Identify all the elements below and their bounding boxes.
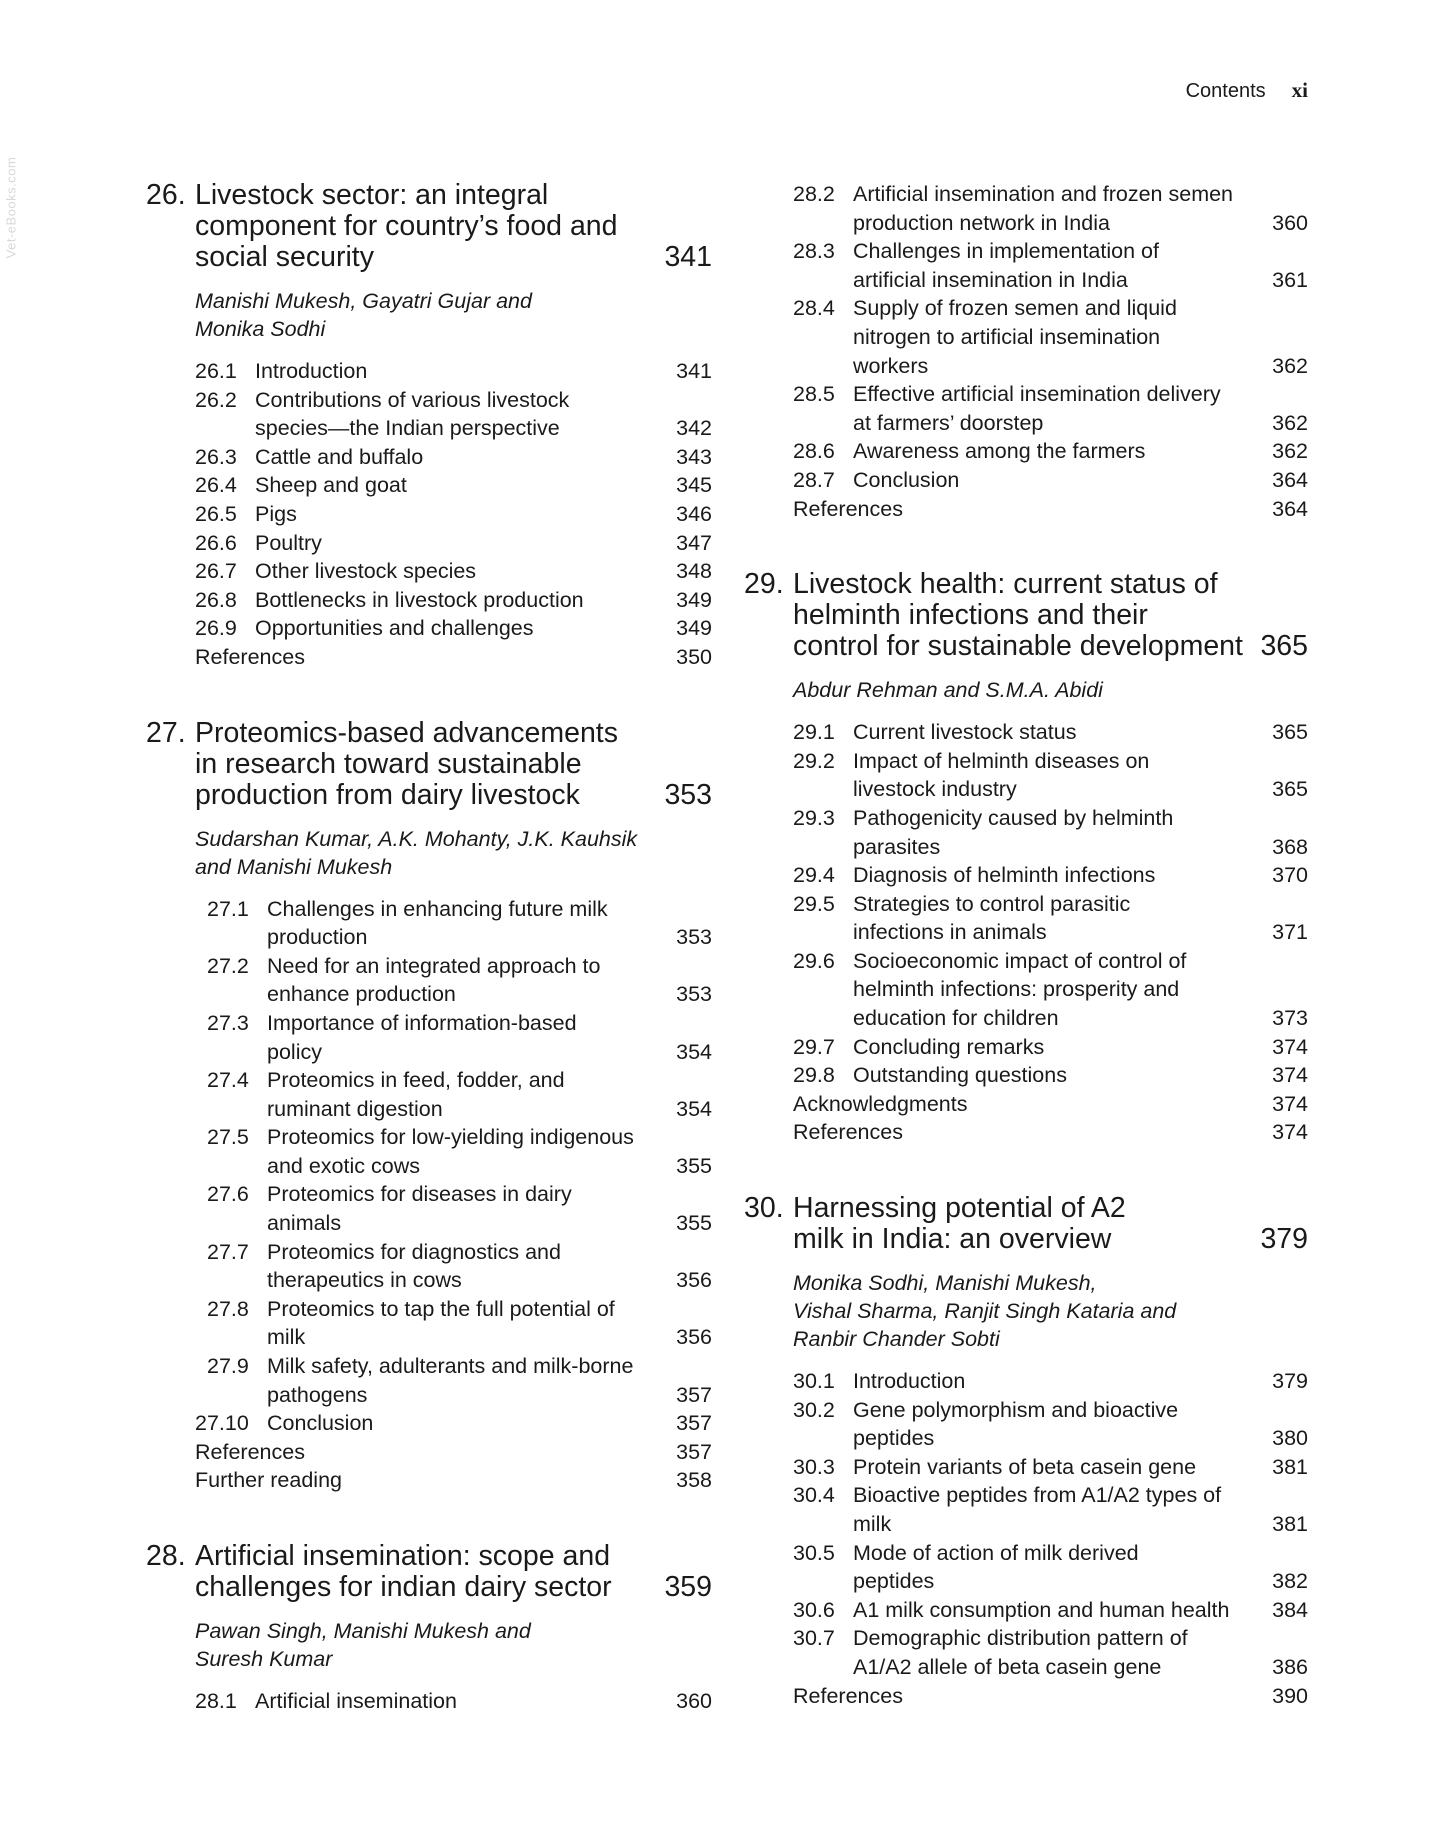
section-title: Diagnosis of helminth infections	[853, 863, 1156, 888]
section-entry[interactable]	[207, 1352, 712, 1409]
section-title: Proteomics to tap the full potential of milk	[267, 1296, 615, 1350]
section-list	[793, 1367, 1308, 1710]
chapter-number: 27.	[146, 716, 186, 749]
section-page: 365	[1272, 720, 1308, 745]
chapter-title: Artificial insemination: scope and challenges for indian dairy sector	[195, 1540, 612, 1603]
section-title: Artificial insemination	[255, 1689, 457, 1713]
section-number: 27.1	[207, 896, 249, 921]
section-number: 26.2	[195, 387, 237, 412]
toc-column-right	[744, 180, 1308, 1756]
section-number: 27.2	[207, 953, 249, 978]
watermark-text: Vet-eBooks.com	[3, 156, 19, 259]
chapter-heading[interactable]	[744, 1193, 1308, 1255]
section-entry[interactable]	[793, 294, 1308, 380]
section-title: Proteomics in feed, fodder, and ruminant digestion	[267, 1068, 565, 1121]
section-number: 30.3	[793, 1454, 835, 1479]
section-title: Proteomics for low-yielding indigenous and exotic cows	[267, 1125, 634, 1178]
section-title: Cattle and buffalo	[255, 444, 424, 469]
toc-chapter	[744, 569, 1308, 1147]
section-page: 355	[676, 1211, 712, 1236]
chapter-authors: Abdur Rehman and S.M.A. Abidi	[793, 678, 1103, 703]
chapter-number: 29.	[744, 568, 784, 601]
section-number: 29.6	[793, 948, 835, 973]
running-header	[1186, 78, 1308, 103]
chapter-page: 353	[664, 778, 712, 811]
section-title: Supply of frozen semen and liquid nitrogen to artificial insemination workers	[853, 296, 1177, 378]
section-entry[interactable]	[793, 1061, 1308, 1090]
section-title: Mode of action of milk derived peptides	[853, 1540, 1139, 1594]
section-page: 353	[676, 982, 712, 1007]
section-entry[interactable]	[207, 1123, 712, 1180]
section-entry[interactable]	[793, 237, 1308, 294]
section-page: 342	[676, 416, 712, 441]
running-header-label: Contents	[1185, 80, 1266, 102]
section-title: Further reading	[195, 1468, 342, 1493]
section-list	[195, 895, 712, 1495]
section-number: 30.4	[793, 1483, 835, 1508]
section-number: 27.10	[195, 1411, 249, 1436]
section-number: 30.2	[793, 1397, 835, 1422]
section-title: Introduction	[255, 359, 368, 383]
section-page: 380	[1272, 1426, 1308, 1451]
section-number: 30.1	[793, 1369, 835, 1394]
section-number: 26.3	[195, 444, 237, 469]
section-list	[195, 1687, 712, 1716]
section-page: 346	[676, 501, 712, 526]
section-title: Need for an integrated approach to enhance production	[267, 953, 601, 1007]
section-entry[interactable]	[195, 500, 712, 529]
chapter-title: Livestock health: current status of helminth infections and their control for sustainable development	[793, 568, 1243, 663]
chapter-authors: Sudarshan Kumar, A.K. Mohanty, J.K. Kauhsik and Manishi Mukesh	[195, 826, 638, 879]
section-title: Challenges in implementation of artificial insemination in India	[853, 239, 1159, 292]
section-page: 364	[1272, 467, 1308, 492]
section-entry[interactable]	[195, 386, 712, 443]
section-page: 343	[676, 444, 712, 469]
section-title: Impact of helminth diseases on livestock industry	[853, 748, 1150, 802]
section-title: Other livestock species	[255, 559, 477, 584]
section-number: 28.1	[195, 1689, 237, 1713]
section-page: 349	[676, 616, 712, 641]
section-title: Contributions of various livestock species—the Indian perspective	[255, 387, 570, 441]
section-entry[interactable]	[195, 1687, 712, 1716]
section-entry[interactable]	[207, 1180, 712, 1237]
section-page: 356	[676, 1268, 712, 1293]
chapter-heading[interactable]	[744, 569, 1308, 662]
section-entry[interactable]	[793, 718, 1308, 747]
chapter-title: Livestock sector: an integral component for country’s food and social security	[195, 179, 618, 273]
section-page: 360	[1272, 210, 1308, 235]
section-entry[interactable]	[793, 380, 1308, 437]
chapter-authors: Monika Sodhi, Manishi Mukesh, Vishal Sharma, Ranjit Singh Kataria and Ranbir Chander Sobti	[793, 1271, 1177, 1352]
section-entry[interactable]	[793, 466, 1308, 495]
section-number: 30.6	[793, 1597, 835, 1622]
section-page: 361	[1272, 267, 1308, 292]
chapter-title: Harnessing potential of A2 milk in India: an overview	[793, 1192, 1126, 1256]
section-page: 353	[676, 925, 712, 950]
section-title: Milk safety, adulterants and milk-borne pathogens	[267, 1354, 634, 1407]
toc-chapter	[744, 180, 1308, 523]
toc-chapter	[146, 1541, 712, 1716]
section-entry[interactable]	[793, 180, 1308, 237]
chapter-page: 359	[664, 1571, 712, 1603]
section-page: 374	[1272, 1091, 1308, 1116]
chapter-authors: Manishi Mukesh, Gayatri Gujar and Monika Sodhi	[195, 289, 532, 341]
section-page: 382	[1272, 1569, 1308, 1594]
section-entry[interactable]	[195, 471, 712, 500]
section-entry[interactable]	[195, 586, 712, 615]
section-title: Concluding remarks	[853, 1034, 1045, 1059]
section-entry[interactable]	[195, 1409, 712, 1438]
section-number: 27.7	[207, 1239, 249, 1264]
section-entry[interactable]	[793, 437, 1308, 466]
section-title: References	[793, 1120, 903, 1145]
section-page: 341	[676, 359, 712, 383]
chapter-number: 26.	[146, 179, 186, 211]
section-title: Demographic distribution pattern of A1/A2 allele of beta casein gene	[853, 1626, 1188, 1679]
section-entry[interactable]	[195, 357, 712, 386]
section-title: Pigs	[255, 501, 297, 526]
chapter-number: 30.	[744, 1192, 784, 1225]
section-title: Opportunities and challenges	[255, 616, 534, 641]
section-title: Strategies to control parasitic infections in animals	[853, 891, 1131, 945]
section-number: 29.4	[793, 863, 835, 888]
backmatter-entry[interactable]	[195, 1438, 712, 1467]
section-entry[interactable]	[207, 1238, 712, 1295]
section-entry[interactable]	[793, 747, 1308, 804]
section-page: 354	[676, 1039, 712, 1064]
section-page: 381	[1272, 1454, 1308, 1479]
chapter-authors: Pawan Singh, Manishi Mukesh and Suresh Kumar	[195, 1619, 531, 1671]
section-number: 26.1	[195, 359, 237, 383]
section-page: 390	[1272, 1683, 1308, 1708]
section-number: 26.7	[195, 559, 237, 584]
section-page: 374	[1272, 1120, 1308, 1145]
section-entry[interactable]	[793, 1396, 1308, 1453]
section-title: Protein variants of beta casein gene	[853, 1454, 1197, 1479]
section-title: Sheep and goat	[255, 473, 407, 498]
section-title: Conclusion	[267, 1411, 374, 1436]
backmatter-entry[interactable]	[195, 1466, 712, 1495]
section-page: 357	[676, 1439, 712, 1464]
section-entry[interactable]	[207, 1009, 712, 1066]
chapter-page: 341	[664, 241, 712, 273]
section-title: Challenges in enhancing future milk production	[267, 896, 608, 950]
section-entry[interactable]	[793, 947, 1308, 1033]
section-number: 27.4	[207, 1068, 249, 1093]
section-entry[interactable]	[793, 861, 1308, 890]
section-title: A1 milk consumption and human health	[853, 1597, 1230, 1622]
section-page: 364	[1272, 496, 1308, 521]
section-page: 370	[1272, 863, 1308, 888]
section-entry[interactable]	[793, 890, 1308, 947]
section-entry[interactable]	[195, 557, 712, 586]
section-entry[interactable]	[793, 1033, 1308, 1062]
section-number: 29.7	[793, 1034, 835, 1059]
section-number: 29.5	[793, 891, 835, 916]
section-title: Artificial insemination and frozen semen production network in India	[853, 182, 1234, 235]
section-page: 374	[1272, 1034, 1308, 1059]
section-number: 26.6	[195, 530, 237, 555]
section-title: Proteomics for diagnostics and therapeutics in cows	[267, 1239, 561, 1293]
section-title: Current livestock status	[853, 720, 1077, 745]
section-title: References	[195, 1439, 305, 1464]
section-page: 360	[676, 1689, 712, 1713]
section-title: References	[793, 496, 903, 521]
section-page: 384	[1272, 1597, 1308, 1622]
section-title: Poultry	[255, 530, 322, 555]
page-number: xi	[1291, 78, 1308, 102]
section-number: 27.8	[207, 1296, 249, 1321]
section-title: Awareness among the farmers	[853, 439, 1146, 464]
section-page: 357	[676, 1411, 712, 1436]
toc-chapter	[146, 180, 712, 672]
section-entry[interactable]	[793, 1481, 1308, 1538]
section-page: 345	[676, 473, 712, 498]
backmatter-entry[interactable]	[793, 1090, 1308, 1119]
section-number: 29.2	[793, 748, 835, 773]
section-title: Conclusion	[853, 467, 960, 492]
section-entry[interactable]	[793, 1596, 1308, 1625]
section-entry[interactable]	[207, 952, 712, 1009]
section-entry[interactable]	[195, 529, 712, 558]
section-page: 362	[1272, 439, 1308, 464]
chapter-page: 379	[1260, 1223, 1308, 1256]
section-number: 28.3	[793, 239, 835, 264]
section-page: 381	[1272, 1512, 1308, 1536]
section-title: Effective artificial insemination delivery at farmers’ doorstep	[853, 382, 1221, 435]
section-page: 349	[676, 587, 712, 612]
section-title: Importance of information-based policy	[267, 1010, 577, 1064]
section-page: 356	[676, 1325, 712, 1350]
section-page: 350	[676, 644, 712, 669]
section-page: 365	[1272, 777, 1308, 802]
section-title: Gene polymorphism and bioactive peptides	[853, 1397, 1179, 1451]
section-page: 362	[1272, 410, 1308, 435]
section-number: 28.7	[793, 467, 835, 492]
section-number: 30.5	[793, 1540, 835, 1565]
section-page: 373	[1272, 1006, 1308, 1031]
section-number: 27.5	[207, 1125, 249, 1150]
section-entry[interactable]	[207, 895, 712, 952]
backmatter-entry[interactable]	[793, 495, 1308, 524]
section-page: 379	[1272, 1369, 1308, 1394]
backmatter-entry[interactable]	[195, 643, 712, 672]
section-page: 357	[676, 1382, 712, 1407]
section-entry[interactable]	[207, 1066, 712, 1123]
section-number: 30.7	[793, 1626, 835, 1651]
section-page: 374	[1272, 1063, 1308, 1088]
backmatter-entry[interactable]	[793, 1682, 1308, 1711]
section-page: 368	[1272, 834, 1308, 859]
section-number: 26.9	[195, 616, 237, 641]
section-number: 27.6	[207, 1182, 249, 1207]
section-title: Outstanding questions	[853, 1063, 1067, 1088]
section-page: 354	[676, 1096, 712, 1121]
section-entry[interactable]	[793, 1624, 1308, 1681]
section-title: Pathogenicity caused by helminth parasites	[853, 805, 1174, 859]
section-number: 28.4	[793, 296, 835, 321]
section-title: Socioeconomic impact of control of helminth infections: prosperity and education for children	[853, 948, 1187, 1031]
section-entry[interactable]	[195, 443, 712, 472]
section-entry[interactable]	[207, 1295, 712, 1352]
section-page: 386	[1272, 1654, 1308, 1679]
chapter-heading[interactable]	[146, 180, 712, 273]
section-list	[195, 357, 712, 672]
section-number: 29.1	[793, 720, 835, 745]
section-title: Bioactive peptides from A1/A2 types of milk	[853, 1483, 1222, 1536]
section-page: 347	[676, 530, 712, 555]
section-entry[interactable]	[793, 1539, 1308, 1596]
toc-chapter	[146, 718, 712, 1495]
section-page: 348	[676, 559, 712, 584]
section-number: 26.8	[195, 587, 237, 612]
section-page: 371	[1272, 920, 1308, 945]
section-number: 28.6	[793, 439, 835, 464]
section-title: Bottlenecks in livestock production	[255, 587, 584, 612]
section-page: 358	[676, 1468, 712, 1493]
section-entry[interactable]	[793, 1453, 1308, 1482]
chapter-title: Proteomics-based advancements in research toward sustainable production from dairy livestock	[195, 716, 618, 811]
section-title: Introduction	[853, 1369, 966, 1394]
section-number: 29.3	[793, 805, 835, 830]
section-title: References	[793, 1683, 903, 1708]
backmatter-entry[interactable]	[793, 1118, 1308, 1147]
section-list	[793, 180, 1308, 523]
toc-chapter	[744, 1193, 1308, 1710]
section-title: References	[195, 644, 305, 669]
section-entry[interactable]	[793, 1367, 1308, 1396]
section-number: 26.4	[195, 473, 237, 498]
toc-column-left	[146, 180, 712, 1762]
section-list	[793, 718, 1308, 1147]
section-page: 362	[1272, 353, 1308, 378]
section-number: 28.5	[793, 382, 835, 407]
chapter-heading[interactable]	[146, 1541, 712, 1603]
section-page: 355	[676, 1153, 712, 1178]
section-number: 28.2	[793, 182, 835, 206]
section-number: 26.5	[195, 501, 237, 526]
chapter-page: 365	[1260, 630, 1308, 663]
section-entry[interactable]	[793, 804, 1308, 861]
chapter-number: 28.	[146, 1540, 186, 1572]
section-entry[interactable]	[195, 614, 712, 643]
section-title: Proteomics for diseases in dairy animals	[267, 1182, 572, 1236]
chapter-heading[interactable]	[146, 718, 712, 811]
section-number: 29.8	[793, 1063, 835, 1088]
section-number: 27.3	[207, 1010, 249, 1035]
section-number: 27.9	[207, 1354, 249, 1379]
section-title: Acknowledgments	[793, 1091, 968, 1116]
